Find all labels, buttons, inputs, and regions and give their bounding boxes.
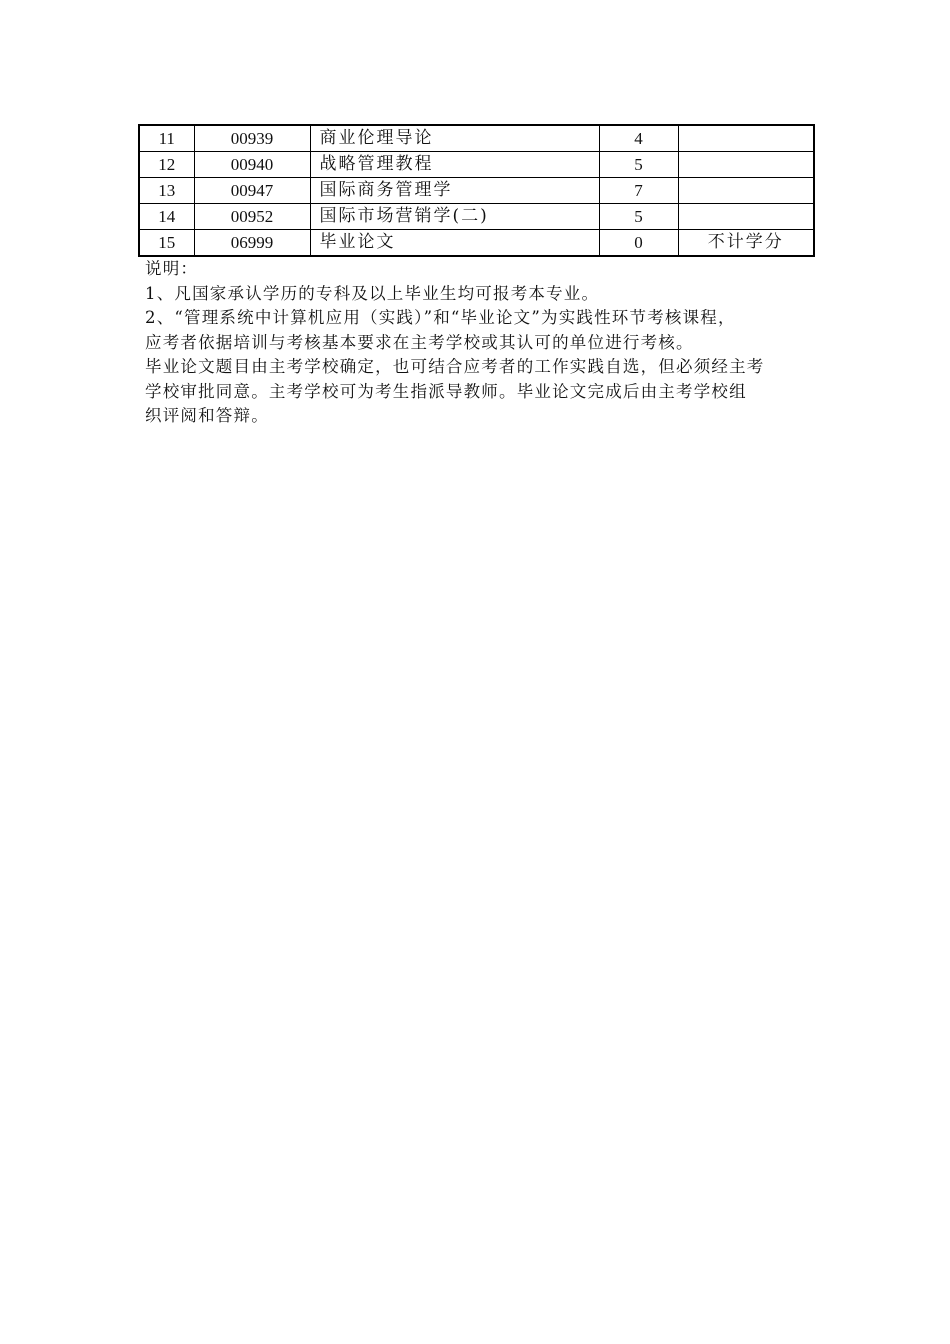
course-code: 00952 (194, 204, 310, 230)
course-note (678, 152, 814, 178)
course-name: 毕业论文 (310, 230, 599, 257)
course-note (678, 125, 814, 152)
row-seq: 12 (139, 152, 194, 178)
table-row (139, 178, 814, 204)
row-seq: 14 (139, 204, 194, 230)
notes-paragraph-line-2: 学校审批同意。主考学校可为考生指派导教师。毕业论文完成后由主考学校组 (145, 381, 747, 401)
notes-item-1: 1、凡国家承认学历的专科及以上毕业生均可报考本专业。 (145, 283, 600, 303)
course-code: 00947 (194, 178, 310, 204)
table-row (139, 125, 814, 152)
course-credit: 7 (599, 178, 678, 204)
course-name: 战略管理教程 (310, 152, 599, 178)
course-code: 00940 (194, 152, 310, 178)
table-row (139, 204, 814, 230)
notes-item-2-line-2: 应考者依据培训与考核基本要求在主考学校或其认可的单位进行考核。 (145, 332, 694, 352)
notes-paragraph-line-1: 毕业论文题目由主考学校确定，也可结合应考者的工作实践自选，但必须经主考 (145, 357, 765, 376)
notes-heading: 说明： (145, 259, 199, 278)
course-note (678, 204, 814, 230)
course-code: 06999 (194, 230, 310, 257)
course-credit: 5 (599, 152, 678, 178)
course-note: 不计学分 (678, 230, 814, 257)
notes-item-2-line-1: 2、“管理系统中计算机应用（实践）”和“毕业论文”为实践性环节考核课程， (145, 308, 736, 327)
table-row (139, 230, 814, 257)
row-seq: 11 (139, 125, 194, 152)
course-note (678, 178, 814, 204)
course-credit: 0 (599, 230, 678, 257)
course-credit: 4 (599, 125, 678, 152)
row-seq: 13 (139, 178, 194, 204)
notes-section (145, 257, 820, 429)
course-code: 00939 (194, 125, 310, 152)
notes-paragraph-line-3: 织评阅和答辩。 (145, 406, 269, 425)
course-table (138, 124, 815, 257)
row-seq: 15 (139, 230, 194, 257)
course-credit: 5 (599, 204, 678, 230)
table-row (139, 152, 814, 178)
course-name: 商业伦理导论 (310, 125, 599, 152)
course-name: 国际商务管理学 (310, 178, 599, 204)
course-name: 国际市场营销学(二) (310, 204, 599, 230)
